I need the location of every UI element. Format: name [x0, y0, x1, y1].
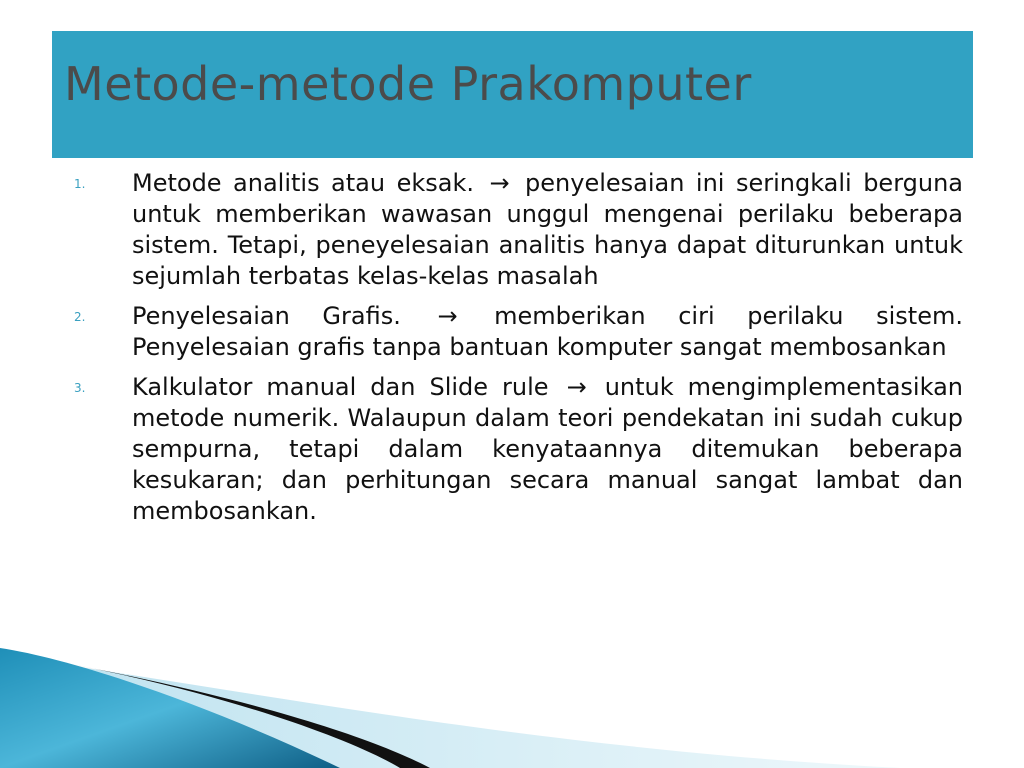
title-bar	[52, 31, 973, 158]
list-item-text	[132, 168, 963, 292]
list-item-3	[66, 372, 963, 527]
list-item-rest: untuk mengimplementasikan metode numerik. Walaupun dalam teori pendekatan ini sudah cukup sempurna, tetapi dalam kenyataannya ditemukan beberapa kesukaran; dan perhitungan secara manual sangat lambat dan membosankan.	[132, 373, 963, 525]
list-item-2	[66, 301, 963, 363]
list-item-rest: memberikan ciri perilaku sistem. Penyelesaian grafis tanpa bantuan komputer sangat membosankan	[132, 302, 963, 361]
list-item-text	[132, 301, 963, 363]
arrow-right-icon: →	[566, 373, 587, 401]
list-item-text	[132, 372, 963, 527]
arrow-right-icon: →	[489, 169, 510, 197]
list-item-lead: Penyelesaian Grafis.	[132, 302, 401, 330]
list-item-lead: Kalkulator manual dan Slide rule	[132, 373, 549, 401]
decorative-swoosh	[0, 640, 1024, 768]
arrow-right-icon: →	[437, 302, 458, 330]
bullet-list	[66, 168, 963, 536]
list-item-1	[66, 168, 963, 292]
list-item-number: 3.	[74, 381, 86, 395]
list-item-number: 1.	[74, 177, 86, 191]
list-item-rest: penyelesaian ini seringkali berguna untuk memberikan wawasan unggul mengenai perilaku beberapa sistem. Tetapi, peneyelesaian analitis hanya dapat diturunkan untuk sejumlah terbatas kelas-kelas masalah	[132, 169, 963, 290]
list-item-lead: Metode analitis atau eksak.	[132, 169, 474, 197]
slide-title: Metode-metode Prakomputer	[64, 57, 752, 111]
list-item-number: 2.	[74, 310, 86, 324]
